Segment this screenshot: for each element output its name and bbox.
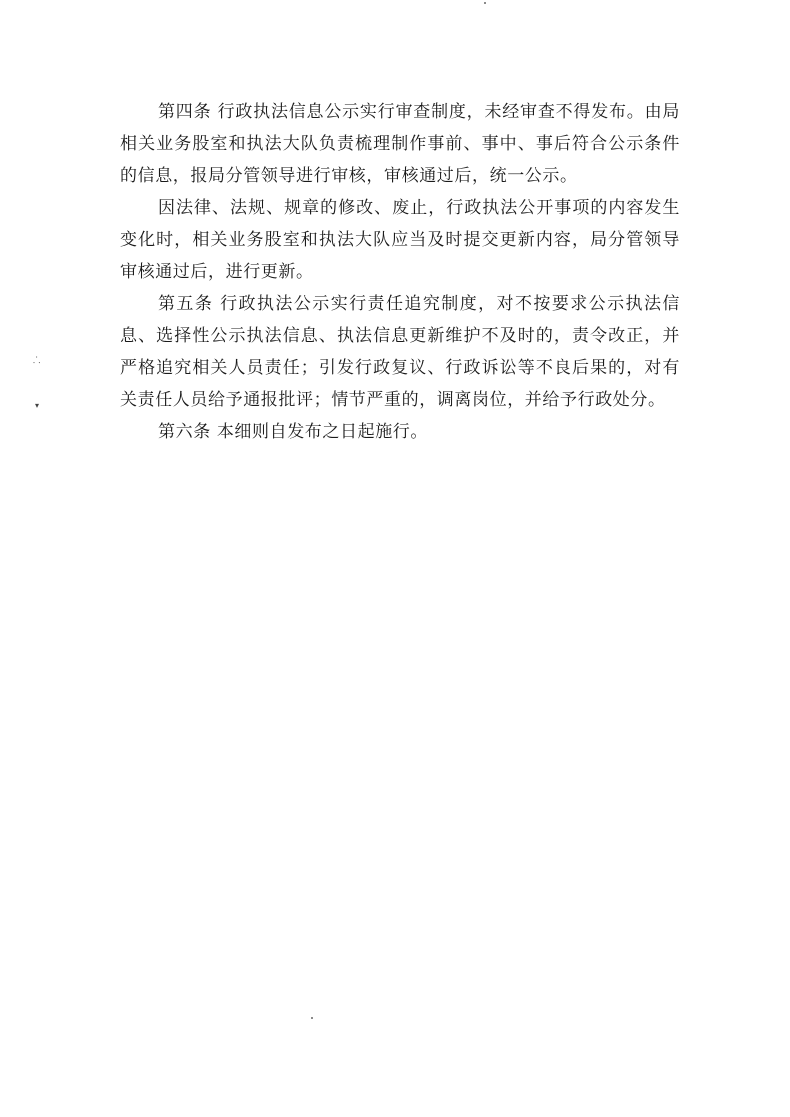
paragraph-text: 行政执法公示实行责任追究制度，对不按要求公示执法信息、选择性公示执法信息、执法信息更新维护不及时的，责令改正，并严格追究相关人员责任；引发行政复议、行政诉讼等不良后果的，对有关责任人员给予通报批评；情节严重的，调离岗位，并给予行政处分。 (120, 294, 680, 410)
scan-speck (311, 1017, 313, 1019)
paragraph-article-4 (120, 96, 680, 192)
article-number: 第五条 (158, 294, 214, 314)
article-number: 第四条 (158, 102, 212, 122)
document-body (120, 96, 680, 448)
paragraph-article-6 (120, 416, 680, 448)
article-number: 第六条 (158, 422, 211, 442)
paragraph-text: 行政执法信息公示实行审查制度，未经审查不得发布。由局相关业务股室和执法大队负责梳理制作事前、事中、事后符合公示条件的信息，报局分管领导进行审核，审核通过后，统一公示。 (120, 102, 680, 186)
paragraph-article-5 (120, 288, 680, 416)
scan-artifact: ▾ (35, 401, 40, 410)
paragraph-text: 因法律、法规、规章的修改、废止，行政执法公开事项的内容发生变化时，相关业务股室和执法大队应当及时提交更新内容，局分管领导审核通过后，进行更新。 (120, 198, 680, 282)
scan-speck (484, 2, 486, 4)
paragraph-article-4-update (120, 192, 680, 288)
paragraph-text: 本细则自发布之日起施行。 (216, 422, 429, 442)
scan-artifact: ⸫ (33, 356, 41, 366)
